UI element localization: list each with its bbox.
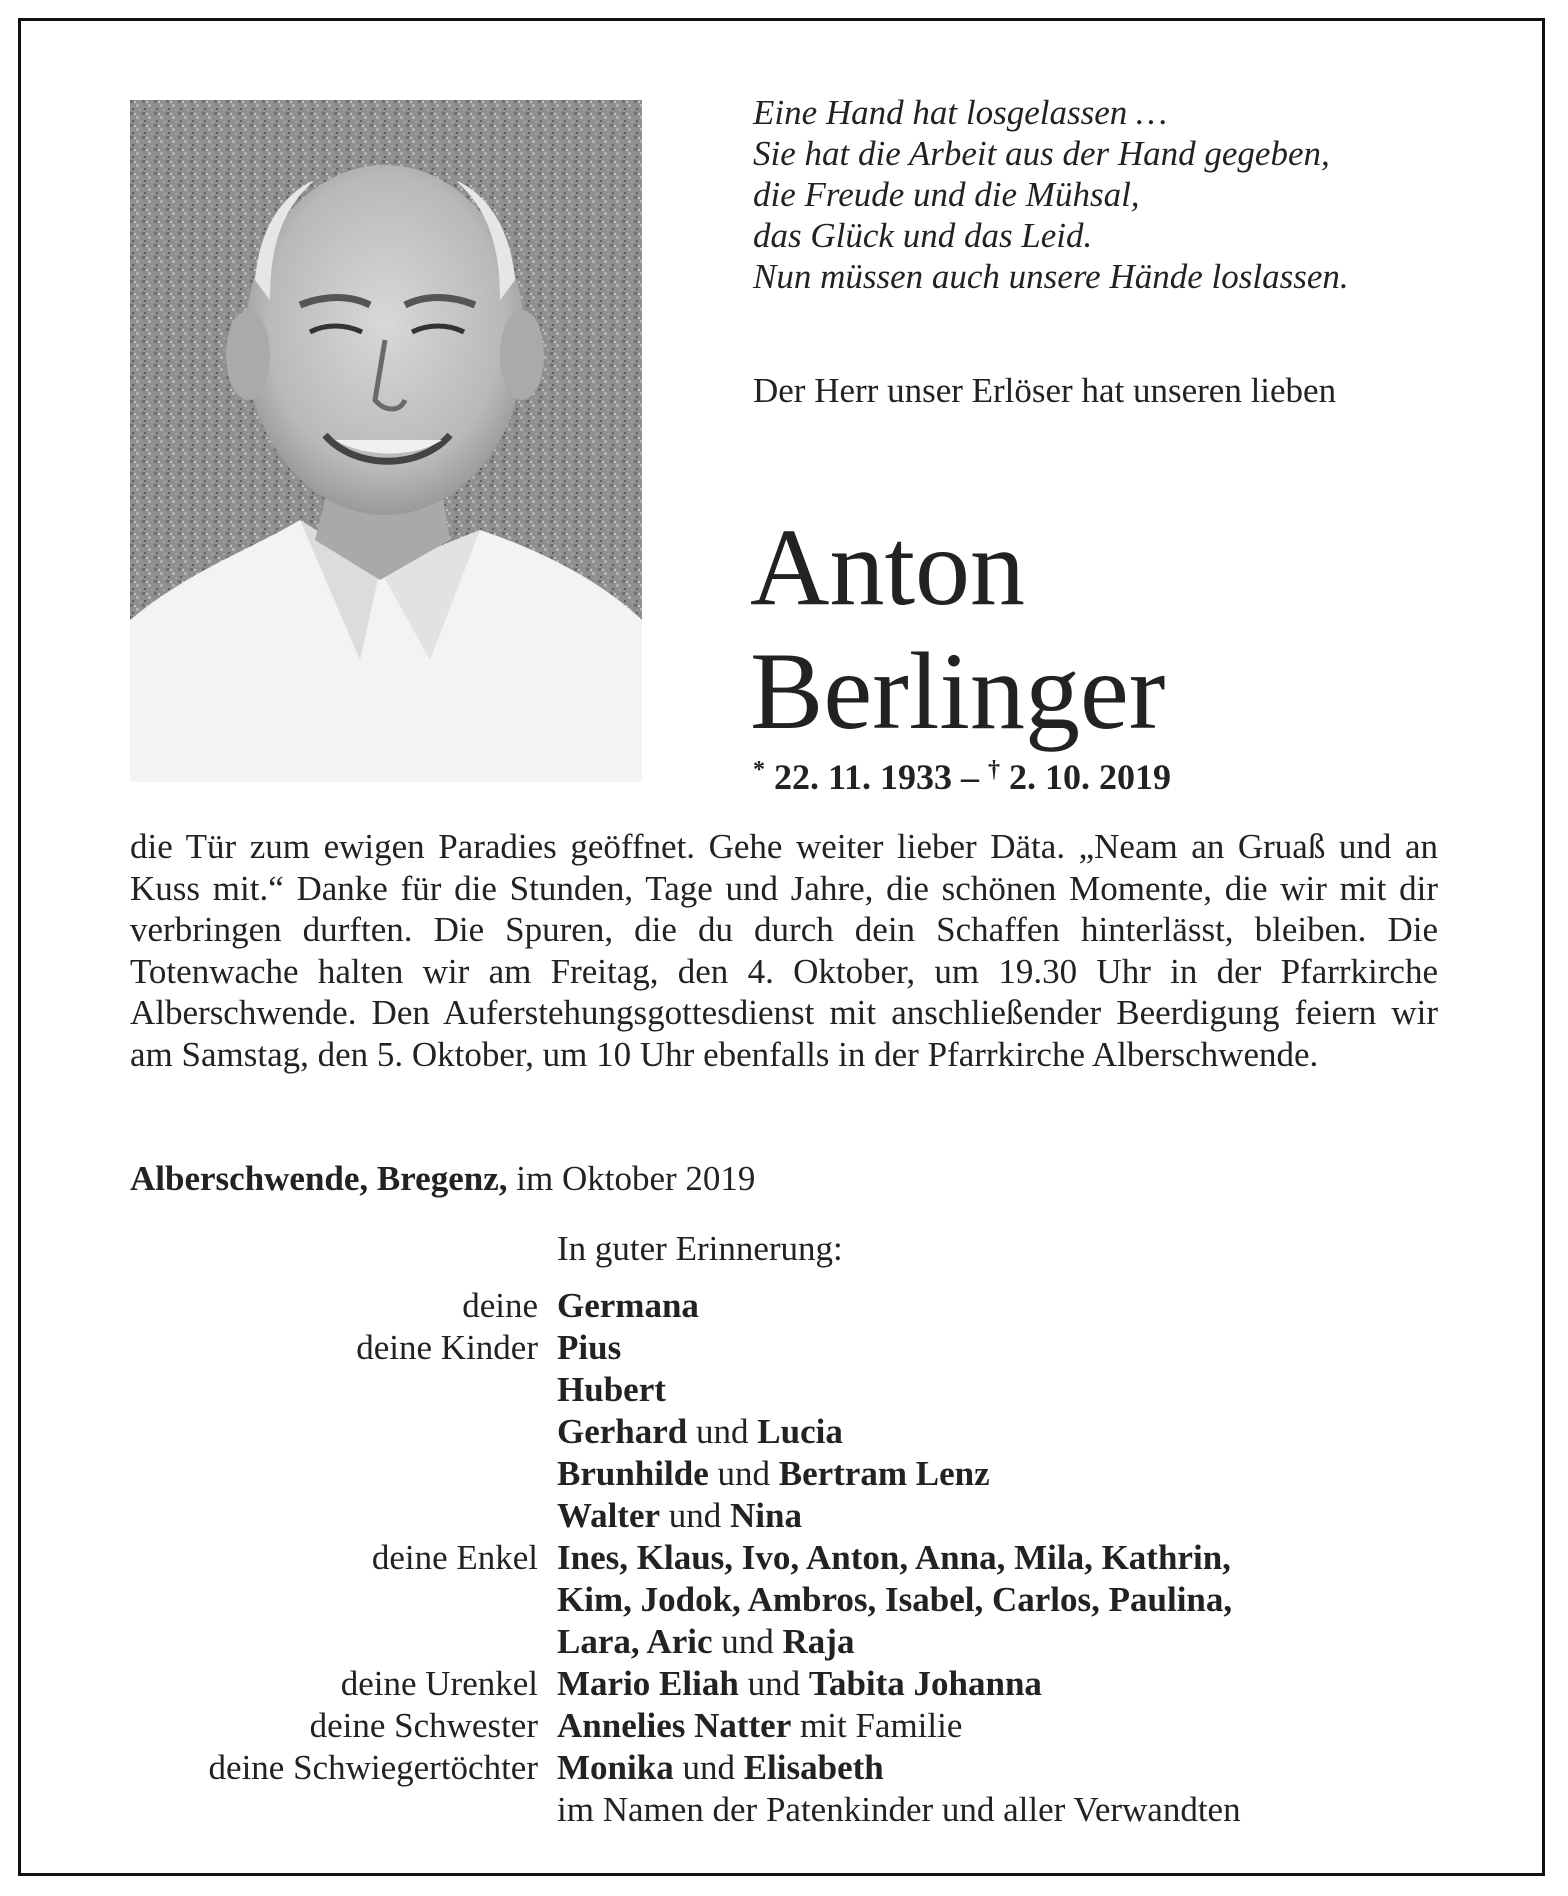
first-name: Anton xyxy=(750,506,1025,628)
death-symbol: † xyxy=(988,757,1001,783)
family-row xyxy=(130,1663,1470,1705)
body-text: die Tür zum ewigen Paradies geöffnet. Gehe weiter lieber Däta. „Neam an Gruaß und an Kuss mit.“ Danke für die Stunden, Tage und Jahre, die schönen Momente, die wir mit dir verbringen durften. Die Spuren, die du durch dein Schaffen hinterlässt, bleiben. Die Totenwache halten wir am Freitag, den 4. Oktober, um 19.30 Uhr in der Pfarrkirche Alberschwende. Den Auferstehungsgottesdienst mit anschließender Beerdigung feiern wir am Samstag, den 5. Oktober, um 10 Uhr ebenfalls in der Pfarrkirche Alberschwende. xyxy=(130,827,1438,1074)
connector-text: und xyxy=(660,1496,731,1535)
family-row xyxy=(130,1369,1470,1411)
family-name: Brunhilde xyxy=(557,1454,709,1493)
connector-text: und xyxy=(738,1664,809,1703)
family-row xyxy=(130,1579,1470,1621)
family-name: Germana xyxy=(557,1286,699,1325)
family-name: Kim, Jodok, Ambros, Isabel, Carlos, Paulina, xyxy=(557,1580,1233,1619)
relation-label: deine Kinder xyxy=(356,1328,538,1367)
relation-label: deine Enkel xyxy=(371,1538,538,1577)
family-row xyxy=(130,1285,1470,1327)
family-name: Raja xyxy=(782,1622,855,1661)
family-name: Nina xyxy=(730,1496,802,1535)
family-name: Monika xyxy=(557,1748,674,1787)
family-name: Bertram Lenz xyxy=(778,1454,990,1493)
family-list xyxy=(130,1285,1470,1831)
closing-text: im Namen der Patenkinder und aller Verwandten xyxy=(557,1790,1241,1829)
relation-label xyxy=(130,1411,557,1453)
family-name: Annelies Natter xyxy=(557,1706,792,1745)
intro-text: Der Herr unser Erlöser hat unseren lieben xyxy=(753,371,1337,410)
family-name: Mario Eliah xyxy=(557,1664,739,1703)
poem-line: Eine Hand hat losgelassen … xyxy=(753,93,1168,132)
relation-label: deine Schwiegertöchter xyxy=(208,1748,538,1787)
date-separator: – xyxy=(952,757,989,797)
relation-label xyxy=(130,1579,557,1621)
poem-line: die Freude und die Mühsal, xyxy=(753,175,1140,214)
life-dates xyxy=(753,748,1171,799)
place-date xyxy=(130,1158,755,1200)
place-names: Alberschwende, Bregenz, xyxy=(130,1159,508,1198)
family-row xyxy=(130,1495,1470,1537)
family-row xyxy=(130,1705,1470,1747)
family-name: Pius xyxy=(557,1328,622,1367)
family-row xyxy=(130,1453,1470,1495)
family-name: Gerhard xyxy=(557,1412,688,1451)
family-names xyxy=(557,1327,621,1369)
family-name: Elisabeth xyxy=(743,1748,884,1787)
birth-date: 22. 11. 1933 xyxy=(774,757,953,797)
relation-label xyxy=(130,1369,557,1411)
relation-label xyxy=(130,1495,557,1537)
relation-label xyxy=(130,1453,557,1495)
poem-line: das Glück und das Leid. xyxy=(753,216,1093,255)
family-names xyxy=(557,1285,699,1327)
family-names xyxy=(557,1705,962,1747)
family-name: Tabita Johanna xyxy=(808,1664,1042,1703)
family-names xyxy=(557,1411,843,1453)
family-row xyxy=(130,1537,1470,1579)
family-row xyxy=(130,1789,1470,1831)
family-name: Ines, Klaus, Ivo, Anton, Anna, Mila, Kathrin, xyxy=(557,1538,1231,1577)
family-names xyxy=(557,1747,884,1789)
family-row xyxy=(130,1747,1470,1789)
family-names xyxy=(557,1621,854,1663)
relation-label: deine Schwester xyxy=(309,1706,538,1745)
family-names xyxy=(557,1369,666,1411)
connector-text: und xyxy=(687,1412,758,1451)
poem-line: Sie hat die Arbeit aus der Hand gegeben, xyxy=(753,134,1330,173)
birth-symbol: * xyxy=(753,757,765,783)
family-name: Walter xyxy=(557,1496,661,1535)
memory-heading: In guter Erinnerung: xyxy=(557,1229,843,1268)
relation-label xyxy=(130,1621,557,1663)
family-names xyxy=(557,1495,802,1537)
portrait-photo xyxy=(130,100,642,782)
poem-line: Nun müssen auch unsere Hände loslassen. xyxy=(753,257,1349,296)
family-names xyxy=(557,1663,1042,1705)
relation-label: deine Urenkel xyxy=(340,1664,538,1703)
place-month: im Oktober 2019 xyxy=(507,1159,756,1198)
family-row xyxy=(130,1621,1470,1663)
deceased-name xyxy=(750,505,1165,753)
family-name: Lucia xyxy=(757,1412,843,1451)
family-row xyxy=(130,1327,1470,1369)
relation-label xyxy=(130,1789,557,1831)
last-name: Berlinger xyxy=(750,630,1166,752)
poem xyxy=(753,92,1493,297)
connector-text: mit Familie xyxy=(791,1706,963,1745)
family-names xyxy=(557,1453,990,1495)
family-names xyxy=(557,1789,1241,1831)
connector-text: und xyxy=(673,1748,744,1787)
family-row xyxy=(130,1411,1470,1453)
connector-text: und xyxy=(708,1454,779,1493)
relation-label: deine xyxy=(462,1286,538,1325)
connector-text: und xyxy=(712,1622,783,1661)
death-date: 2. 10. 2019 xyxy=(1009,757,1172,797)
family-name: Hubert xyxy=(557,1370,666,1409)
family-names xyxy=(557,1579,1232,1621)
family-names xyxy=(557,1537,1231,1579)
family-name: Lara, Aric xyxy=(557,1622,713,1661)
